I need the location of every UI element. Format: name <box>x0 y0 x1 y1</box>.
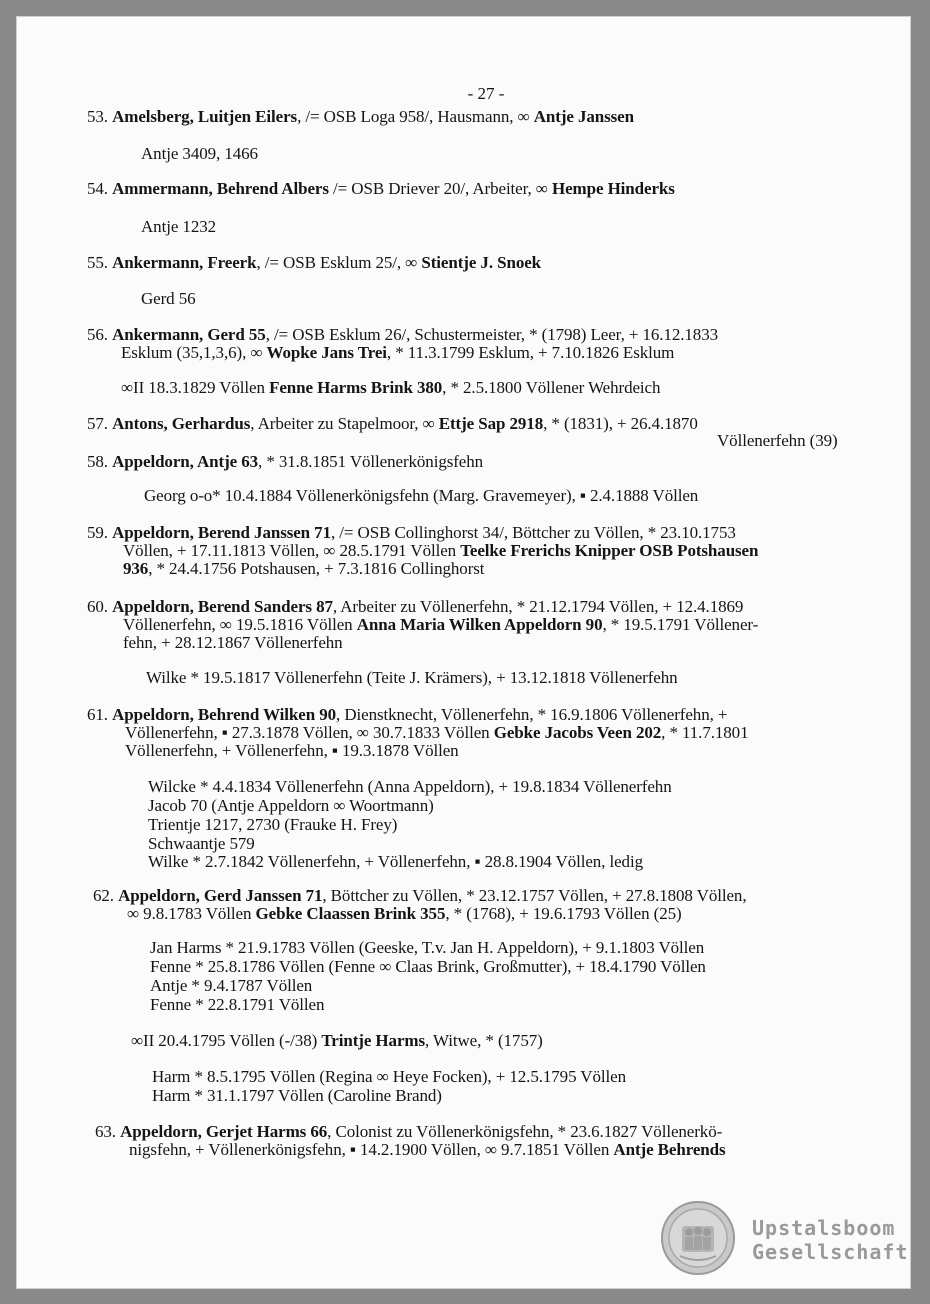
spouse-name: Ettje Sap 2918 <box>438 414 544 433</box>
entry-number: 53. <box>87 107 108 126</box>
logo-line-2: Gesellschaft <box>752 1240 909 1264</box>
entry-text: , * 11.3.1799 Esklum, + 7.10.1826 Esklum <box>386 343 675 362</box>
entry-name: Appeldorn, Gerjet Harms 66 <box>120 1122 328 1141</box>
entry-name: Ammermann, Behrend Albers <box>112 179 329 198</box>
entry-text: , Colonist zu Völlenerkönigsfehn, * 23.6.1827 Völlenerkö- <box>327 1122 723 1141</box>
entry-56-line-2 <box>121 343 674 362</box>
entry-55-line-1 <box>87 253 541 272</box>
document-page <box>16 16 911 1289</box>
entry-62-child: Fenne * 22.8.1791 Völlen <box>150 995 325 1014</box>
entry-text: nigsfehn, + Völlenerkönigsfehn, ▪ 14.2.1900 Völlen, ∞ 9.7.1851 Völlen <box>129 1140 614 1159</box>
entry-text: , /= OSB Collinghorst 34/, Böttcher zu Völlen, * 23.10.1753 <box>330 523 736 542</box>
entry-61-child: Jacob 70 (Antje Appeldorn ∞ Woortmann) <box>148 796 434 815</box>
logo-line-1: Upstalsboom <box>752 1216 896 1240</box>
entry-text: , /= OSB Loga 958/, Hausmann, ∞ <box>297 107 534 126</box>
spouse-name: Fenne Harms Brink 380 <box>269 378 443 397</box>
entry-62-child: Jan Harms * 21.9.1783 Völlen (Geeske, T.v. Jan H. Appeldorn), + 9.1.1803 Völlen <box>150 938 705 957</box>
entry-57-line-1 <box>87 414 698 433</box>
entry-53-line-1 <box>87 107 634 126</box>
entry-62-child: Antje * 9.4.1787 Völlen <box>150 976 313 995</box>
entry-number: 60. <box>87 597 108 616</box>
entry-text: , Arbeiter zu Völlenerfehn, * 21.12.1794 Völlen, + 12.4.1869 <box>332 597 744 616</box>
entry-text: Esklum (35,1,3,6), ∞ <box>121 343 267 362</box>
entry-name: Ankermann, Freerk <box>112 253 257 272</box>
entry-number: 61. <box>87 705 108 724</box>
spouse-name: Hempe Hinderks <box>551 179 675 198</box>
spouse-name: Stientje J. Snoek <box>421 253 542 272</box>
entry-number: 55. <box>87 253 108 272</box>
entry-text: Völlenerfehn, ∞ 19.5.1816 Völlen <box>123 615 357 634</box>
entry-62-line-2 <box>127 904 682 923</box>
entry-62-child: Harm * 31.1.1797 Völlen (Caroline Brand) <box>152 1086 442 1105</box>
spouse-name: Wopke Jans Trei <box>266 343 387 362</box>
entry-59-line-3 <box>123 559 484 578</box>
entry-name: Antons, Gerhardus <box>112 414 251 433</box>
entry-text: ∞II 18.3.1829 Völlen <box>121 378 270 397</box>
entry-61-child: Wilke * 2.7.1842 Völlenerfehn, + Völlenerfehn, ▪ 28.8.1904 Völlen, ledig <box>148 852 643 871</box>
spouse-name: Antje Janssen <box>533 107 634 126</box>
entry-61-child: Wilcke * 4.4.1834 Völlenerfehn (Anna Appeldorn), + 19.8.1834 Völlenerfehn <box>148 777 672 796</box>
entry-text: , * 31.8.1851 Völlenerkönigsfehn <box>258 452 484 471</box>
entry-54-child: Antje 1232 <box>141 217 217 236</box>
entry-60-line-3: fehn, + 28.12.1867 Völlenerfehn <box>123 633 343 652</box>
entry-53-child: Antje 3409, 1466 <box>141 144 258 163</box>
society-logo-text <box>752 1216 909 1264</box>
entry-63-line-1 <box>95 1122 722 1141</box>
entry-number: 57. <box>87 414 108 433</box>
seal-icon <box>660 1200 736 1276</box>
entry-58-child: Georg o-o* 10.4.1884 Völlenerkönigsfehn (Marg. Gravemeyer), ▪ 2.4.1888 Völlen <box>144 486 699 505</box>
entry-text: , Witwe, * (1757) <box>424 1031 543 1050</box>
entry-text: , /= OSB Esklum 26/, Schustermeister, * (1798) Leer, + 16.12.1833 <box>265 325 719 344</box>
spouse-name: Anna Maria Wilken Appeldorn 90 <box>356 615 603 634</box>
entry-number: 54. <box>87 179 108 198</box>
entry-58-line-1 <box>87 452 483 471</box>
page-number: - 27 - <box>467 84 505 103</box>
entry-60-line-2 <box>123 615 758 634</box>
entry-text: ∞II 20.4.1795 Völlen (-/38) <box>131 1031 322 1050</box>
entry-text: , Arbeiter zu Stapelmoor, ∞ <box>250 414 439 433</box>
spouse-name: Teelke Frerichs Knipper OSB Potshausen <box>460 541 759 560</box>
entry-text: /= OSB Driever 20/, Arbeiter, ∞ <box>328 179 552 198</box>
entry-number: 58. <box>87 452 108 471</box>
entry-61-line-2 <box>125 723 748 742</box>
entry-text: , * (1831), + 26.4.1870 <box>543 414 698 433</box>
entry-61-line-3: Völlenerfehn, + Völlenerfehn, ▪ 19.3.1878 Völlen <box>125 741 459 760</box>
entry-number: 62. <box>93 886 114 905</box>
entry-text: Völlen, + 17.11.1813 Völlen, ∞ 28.5.1791 Völlen <box>123 541 461 560</box>
entry-63-line-2 <box>129 1140 726 1159</box>
entry-62-line-1 <box>93 886 746 905</box>
entry-56-line-1 <box>87 325 718 344</box>
spouse-name: Antje Behrends <box>613 1140 726 1159</box>
entry-62-child: Harm * 8.5.1795 Völlen (Regina ∞ Heye Focken), + 12.5.1795 Völlen <box>152 1067 626 1086</box>
entry-56-line-3 <box>121 378 660 397</box>
spouse-ref: 936 <box>123 559 149 578</box>
entry-number: 56. <box>87 325 108 344</box>
entry-name: Appeldorn, Gerd Janssen 71 <box>118 886 323 905</box>
spouse-name: Gebke Jacobs Veen 202 <box>493 723 662 742</box>
entry-number: 59. <box>87 523 108 542</box>
entry-name: Appeldorn, Behrend Wilken 90 <box>112 705 337 724</box>
entry-text: , * 11.7.1801 <box>661 723 749 742</box>
spouse-name: Gebke Claassen Brink 355 <box>255 904 446 923</box>
entry-name: Appeldorn, Berend Sanders 87 <box>112 597 333 616</box>
entry-60-line-1 <box>87 597 743 616</box>
entry-name: Amelsberg, Luitjen Eilers <box>112 107 298 126</box>
spouse-name: Trintje Harms <box>321 1031 425 1050</box>
entry-61-child: Trientje 1217, 2730 (Frauke H. Frey) <box>148 815 398 834</box>
entry-text: , * 19.5.1791 Völlener- <box>602 615 759 634</box>
entry-name: Appeldorn, Berend Janssen 71 <box>112 523 331 542</box>
entry-text: , Dienstknecht, Völlenerfehn, * 16.9.1806 Völlenerfehn, + <box>336 705 728 724</box>
entry-number: 63. <box>95 1122 116 1141</box>
entry-62-line-3 <box>131 1031 543 1050</box>
entry-text: , /= OSB Esklum 25/, ∞ <box>256 253 422 272</box>
entry-62-child: Fenne * 25.8.1786 Völlen (Fenne ∞ Claas Brink, Großmutter), + 18.4.1790 Völlen <box>150 957 706 976</box>
entry-55-child: Gerd 56 <box>141 289 196 308</box>
entry-text: , * 24.4.1756 Potshausen, + 7.3.1816 Collinghorst <box>148 559 485 578</box>
entry-text: , * 2.5.1800 Völlener Wehrdeich <box>442 378 661 397</box>
entry-text: ∞ 9.8.1783 Völlen <box>127 904 256 923</box>
entry-59-line-1 <box>87 523 736 542</box>
entry-59-line-2 <box>123 541 758 560</box>
entry-name: Ankermann, Gerd 55 <box>112 325 266 344</box>
entry-60-child: Wilke * 19.5.1817 Völlenerfehn (Teite J. Krämers), + 13.12.1818 Völlenerfehn <box>146 668 678 687</box>
entry-name: Appeldorn, Antje 63 <box>112 452 259 471</box>
entry-57-line-2: Völlenerfehn (39) <box>717 431 838 450</box>
entry-text: , * (1768), + 19.6.1793 Völlen (25) <box>445 904 682 923</box>
entry-54-line-1 <box>87 179 675 198</box>
entry-text: , Böttcher zu Völlen, * 23.12.1757 Völlen, + 27.8.1808 Völlen, <box>322 886 747 905</box>
entry-text: Völlenerfehn, ▪ 27.3.1878 Völlen, ∞ 30.7.1833 Völlen <box>125 723 494 742</box>
entry-61-line-1 <box>87 705 727 724</box>
entry-61-child: Schwaantje 579 <box>148 834 255 853</box>
